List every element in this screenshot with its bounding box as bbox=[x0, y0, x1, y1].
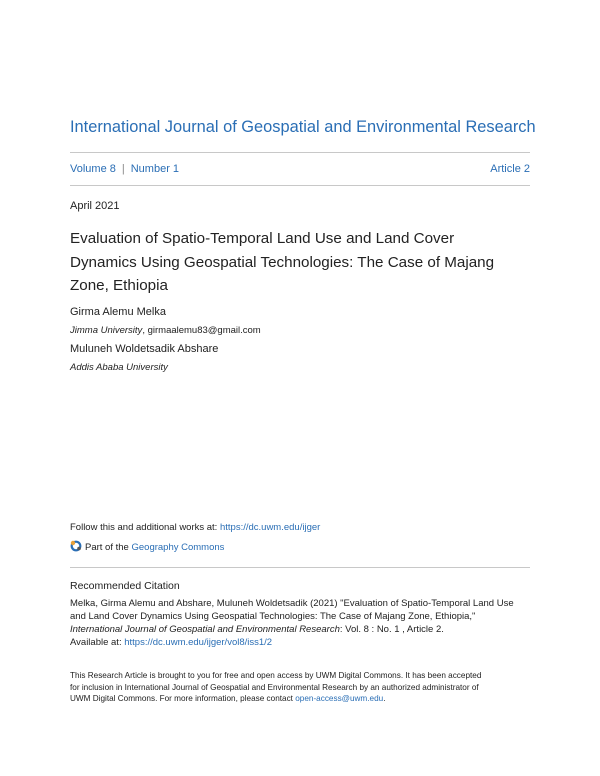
commons-prefix: Part of the bbox=[85, 542, 132, 553]
contact-email-link[interactable]: open-access@uwm.edu bbox=[295, 694, 384, 703]
citation-line bbox=[70, 623, 540, 636]
divider-top bbox=[70, 152, 530, 153]
article-link[interactable]: Article 2 bbox=[490, 163, 530, 175]
network-commons-icon bbox=[70, 540, 82, 552]
citation-line: Melka, Girma Alemu and Abshare, Muluneh Woldetsadik (2021) "Evaluation of Spatio-Temporal Land Use bbox=[70, 598, 514, 609]
geography-commons-link[interactable]: Geography Commons bbox=[131, 542, 225, 553]
citation-heading: Recommended Citation bbox=[70, 580, 180, 592]
divider-citation bbox=[70, 567, 530, 568]
follow-url-link[interactable]: https://dc.uwm.edu/ijger bbox=[219, 522, 321, 533]
title-line: Evaluation of Spatio-Temporal Land Use and Land Cover bbox=[70, 230, 455, 247]
title-line: Zone, Ethiopia bbox=[70, 277, 168, 294]
footer-suffix: . bbox=[383, 694, 386, 703]
available-prefix: Available at: bbox=[70, 637, 125, 648]
follow-prefix: Follow this and additional works at: bbox=[70, 522, 220, 533]
title-line: Dynamics Using Geospatial Technologies: The Case of Majang bbox=[70, 253, 495, 271]
citation-line bbox=[70, 636, 540, 649]
author-affiliation: Jimma University bbox=[70, 325, 143, 336]
follow-line bbox=[70, 522, 320, 533]
divider-mid bbox=[70, 185, 530, 186]
footer-line: This Research Article is brought to you for free and open access by UWM Digital Commons. It has been accepted bbox=[70, 671, 482, 680]
citation-journal: International Journal of Geospatial and Environmental Research bbox=[70, 624, 340, 635]
publication-date: April 2021 bbox=[70, 200, 120, 212]
footer-notice bbox=[70, 670, 540, 705]
article-title bbox=[70, 227, 540, 298]
author-name: Muluneh Woldetsadik Abshare bbox=[70, 343, 219, 355]
citation-volume: : Vol. 8 : No. 1 , Article 2. bbox=[339, 624, 444, 635]
volume-row bbox=[70, 163, 530, 175]
footer-prefix: UWM Digital Commons. For more information, please contact bbox=[70, 694, 296, 703]
author-affiliation-row bbox=[70, 357, 218, 375]
author-affiliation-row bbox=[70, 320, 261, 338]
footer-line bbox=[70, 693, 540, 705]
author-2 bbox=[70, 343, 218, 375]
commons-line bbox=[70, 540, 224, 553]
author-1 bbox=[70, 306, 261, 338]
citation-text bbox=[70, 597, 540, 649]
footer-line: for inclusion in International Journal of Geospatial and Environmental Research by an authorized administrator of bbox=[70, 682, 479, 692]
author-email: , girmaalemu83@gmail.com bbox=[142, 325, 261, 336]
author-name: Girma Alemu Melka bbox=[70, 306, 166, 318]
author-affiliation: Addis Ababa University bbox=[70, 362, 168, 373]
journal-title-link[interactable]: International Journal of Geospatial and Environmental Research bbox=[70, 118, 536, 136]
citation-line: and Land Cover Dynamics Using Geospatial Technologies: The Case of Majang Zone, Ethiopia," bbox=[70, 611, 476, 622]
separator: | bbox=[121, 163, 125, 175]
citation-url-link[interactable]: https://dc.uwm.edu/ijger/vol8/iss1/2 bbox=[124, 637, 273, 648]
number-link[interactable]: Number 1 bbox=[130, 163, 180, 175]
volume-link[interactable]: Volume 8 bbox=[70, 163, 116, 175]
